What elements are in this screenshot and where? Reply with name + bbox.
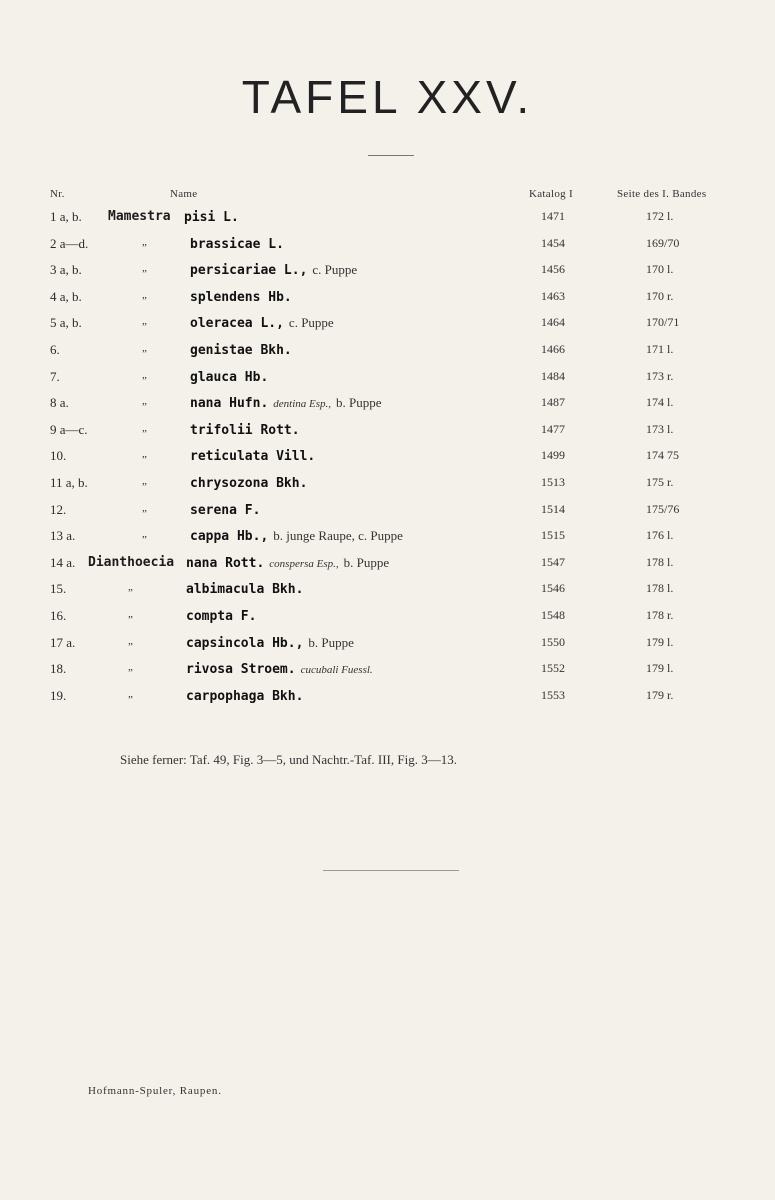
page-reference: 179 r.	[646, 687, 674, 702]
row-number: 14 a.	[50, 554, 76, 570]
row-number: 13 a.	[50, 528, 76, 544]
species-cell	[184, 209, 239, 225]
ditto-mark: „	[142, 341, 147, 354]
table-row	[0, 471, 775, 498]
table-row	[0, 391, 775, 418]
species-name: chrysozona Bkh.	[190, 475, 308, 491]
katalog-number: 1553	[541, 687, 565, 702]
species-name: pisi L.	[184, 210, 239, 225]
species-cell	[190, 448, 315, 464]
row-number: 12.	[50, 501, 67, 517]
page-reference: 170 l.	[646, 262, 674, 277]
species-cell	[190, 262, 357, 278]
katalog-number: 1548	[541, 607, 565, 622]
species-name: oleracea L.,	[190, 316, 284, 332]
katalog-number: 1546	[541, 581, 565, 596]
row-number: 6.	[50, 341, 60, 357]
genus-name: Mamestra	[108, 209, 171, 224]
bottom-divider	[323, 870, 459, 871]
page-reference: 175/76	[646, 501, 680, 516]
katalog-number: 1550	[541, 634, 565, 649]
katalog-number: 1513	[541, 474, 565, 489]
ditto-mark: „	[142, 528, 147, 541]
species-cell	[190, 502, 260, 518]
species-cell	[190, 395, 382, 411]
stage-note: c. Puppe	[288, 315, 334, 331]
katalog-number: 1499	[541, 448, 565, 463]
header-name: Name	[170, 188, 198, 200]
row-number: 10.	[50, 448, 67, 464]
page-reference: 170 r.	[646, 288, 674, 303]
table-row	[0, 232, 775, 259]
ditto-mark: „	[142, 368, 147, 381]
table-row	[0, 258, 775, 285]
species-cell	[186, 635, 354, 651]
table-row	[0, 365, 775, 392]
table-row	[0, 631, 775, 658]
page-reference: 170/71	[646, 315, 680, 330]
table-row	[0, 684, 775, 711]
species-cell	[190, 369, 268, 385]
species-name: genistae Bkh.	[190, 342, 292, 358]
species-table	[0, 205, 775, 710]
table-row	[0, 418, 775, 445]
species-name: serena F.	[190, 502, 261, 518]
katalog-number: 1547	[541, 554, 565, 569]
row-number: 17 a.	[50, 634, 76, 650]
ditto-mark: „	[142, 501, 147, 514]
species-name: glauca Hb.	[190, 369, 269, 385]
species-cell	[190, 342, 292, 358]
species-name: cappa Hb.,	[190, 529, 269, 545]
header-seite: Seite des I. Bandes	[617, 188, 707, 200]
species-cell	[186, 608, 256, 624]
stage-note: b. junge Raupe, c. Puppe	[273, 528, 403, 544]
row-number: 8 a.	[50, 395, 69, 411]
ditto-mark: „	[142, 395, 147, 408]
ditto-mark: „	[142, 421, 147, 434]
table-row	[0, 498, 775, 525]
katalog-number: 1463	[541, 288, 565, 303]
katalog-number: 1514	[541, 501, 565, 516]
see-also-note: Siehe ferner: Taf. 49, Fig. 3—5, und Nachtr.-Taf. III, Fig. 3—13.	[120, 752, 457, 767]
species-name: capsincola Hb.,	[186, 635, 304, 651]
table-row	[0, 551, 775, 578]
footer-credit: Hofmann-Spuler, Raupen.	[88, 1085, 222, 1097]
table-row	[0, 524, 775, 551]
header-nr: Nr.	[50, 188, 65, 200]
katalog-number: 1454	[541, 235, 565, 250]
genus-name: Dianthoecia	[88, 554, 175, 570]
table-row	[0, 444, 775, 471]
ditto-mark: „	[142, 235, 147, 248]
stage-note: c. Puppe	[312, 262, 358, 278]
table-row	[0, 205, 775, 232]
species-name: persicariae L.,	[190, 263, 308, 279]
species-name: compta F.	[186, 608, 257, 624]
row-number: 1 a, b.	[50, 209, 82, 224]
page-reference: 175 r.	[646, 474, 674, 489]
species-cell	[190, 315, 334, 331]
species-name: nana Rott.	[186, 555, 265, 571]
row-number: 18.	[50, 661, 67, 677]
species-cell	[190, 528, 403, 544]
species-name: nana Hufn.	[190, 396, 269, 412]
row-number: 9 a—c.	[50, 421, 88, 437]
katalog-number: 1466	[541, 341, 565, 356]
synonym: cucubali Fuessl.	[300, 664, 373, 677]
page-reference: 174 75	[646, 448, 679, 463]
katalog-number: 1487	[541, 395, 565, 410]
species-cell	[186, 581, 303, 597]
ditto-mark: „	[128, 634, 133, 647]
page-title: TAFEL XXV.	[241, 71, 534, 123]
row-number: 16.	[50, 607, 67, 623]
ditto-mark: „	[142, 448, 147, 461]
page-reference: 169/70	[646, 235, 680, 250]
page-reference: 178 l.	[646, 581, 674, 596]
species-name: carpophaga Bkh.	[186, 688, 304, 704]
ditto-mark: „	[128, 607, 133, 620]
header-katalog: Katalog I	[529, 188, 573, 200]
species-name: splendens Hb.	[190, 289, 292, 305]
row-number: 2 a—d.	[50, 235, 89, 251]
table-row	[0, 604, 775, 631]
katalog-number: 1552	[541, 661, 565, 676]
synonym: dentina Esp.,	[273, 398, 332, 411]
ditto-mark: „	[128, 581, 133, 594]
page-reference: 173 r.	[646, 368, 674, 383]
row-number: 19.	[50, 687, 67, 703]
katalog-number: 1515	[541, 528, 565, 543]
table-row	[0, 311, 775, 338]
species-name: trifolii Rott.	[190, 422, 300, 438]
page-reference: 172 l.	[646, 209, 674, 223]
row-number: 7.	[50, 368, 60, 384]
row-number: 3 a, b.	[50, 262, 82, 278]
katalog-number: 1477	[541, 421, 565, 436]
row-number: 15.	[50, 581, 67, 597]
page-reference: 176 l.	[646, 528, 674, 543]
row-number: 5 a, b.	[50, 315, 82, 331]
species-cell	[186, 661, 373, 677]
species-cell	[186, 555, 389, 571]
page-reference: 178 r.	[646, 607, 674, 622]
page-reference: 179 l.	[646, 661, 674, 676]
species-name: rivosa Stroem.	[186, 662, 296, 678]
page-reference: 178 l.	[646, 554, 674, 569]
synonym: conspersa Esp.,	[269, 557, 339, 570]
species-cell	[190, 475, 307, 491]
ditto-mark: „	[128, 661, 133, 674]
ditto-mark: „	[142, 474, 147, 487]
ditto-mark: „	[142, 315, 147, 328]
table-row	[0, 338, 775, 365]
row-number: 11 a, b.	[50, 474, 88, 490]
stage-note: b. Puppe	[336, 395, 382, 411]
ditto-mark: „	[142, 262, 147, 275]
katalog-number: 1484	[541, 368, 565, 383]
species-name: reticulata Vill.	[190, 449, 316, 465]
katalog-number: 1464	[541, 315, 565, 330]
table-row	[0, 657, 775, 684]
ditto-mark: „	[142, 288, 147, 301]
species-cell	[186, 688, 303, 704]
species-name: albimacula Bkh.	[186, 582, 304, 598]
row-number: 4 a, b.	[50, 288, 82, 304]
katalog-number: 1456	[541, 262, 565, 277]
species-cell	[190, 289, 292, 305]
species-cell	[190, 422, 300, 438]
stage-note: b. Puppe	[308, 634, 354, 650]
ditto-mark: „	[128, 687, 133, 700]
species-cell	[190, 236, 284, 252]
page-reference: 171 l.	[646, 341, 674, 356]
species-name: brassicae L.	[190, 236, 284, 252]
page-reference: 179 l.	[646, 634, 674, 649]
table-row	[0, 577, 775, 604]
page-reference: 174 l.	[646, 395, 674, 410]
stage-note: b. Puppe	[343, 554, 390, 570]
katalog-number: 1471	[541, 209, 565, 223]
page-reference: 173 l.	[646, 421, 674, 436]
table-row	[0, 285, 775, 312]
title-divider	[368, 155, 414, 156]
